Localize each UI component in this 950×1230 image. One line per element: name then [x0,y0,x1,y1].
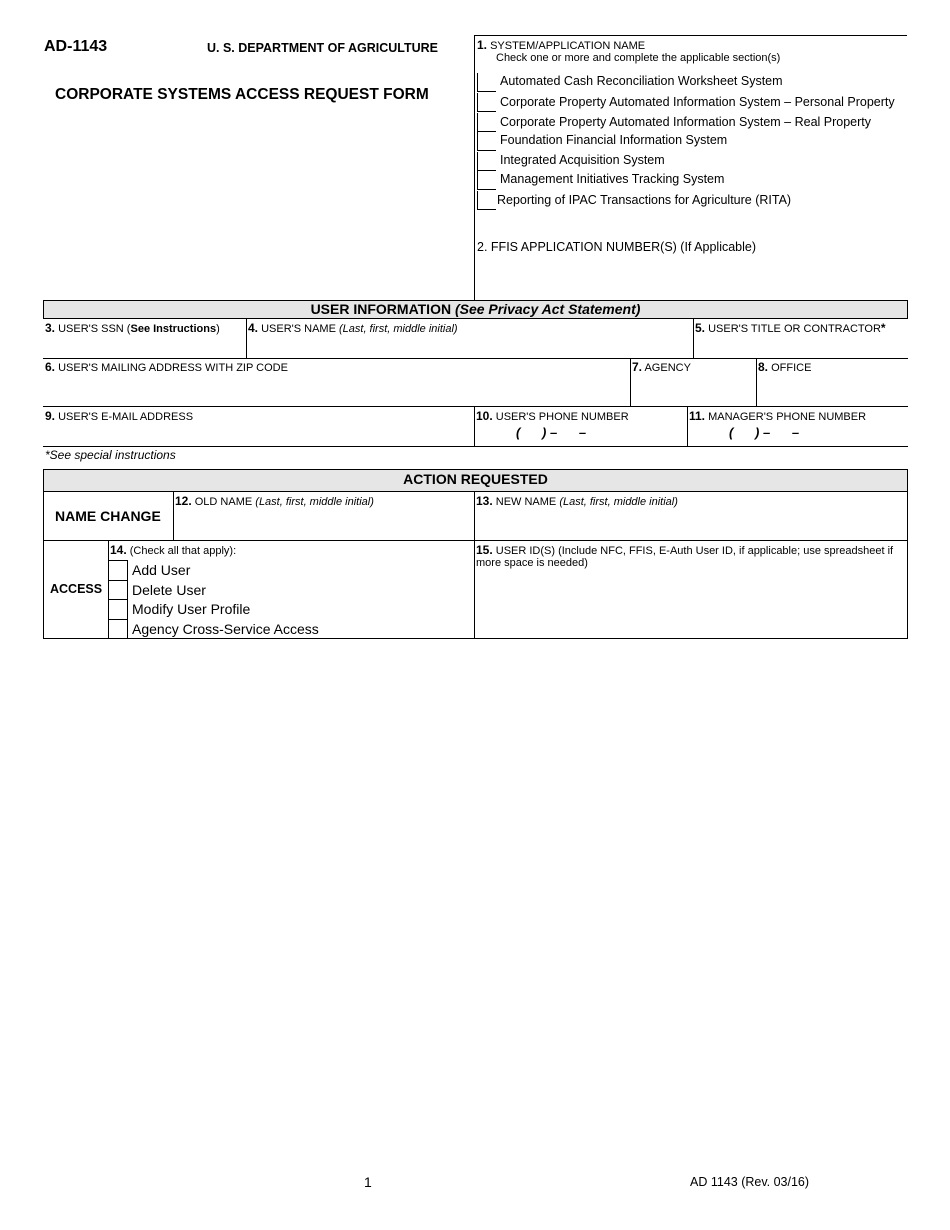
field4-number: 4. [248,321,259,335]
divider-10-11 [687,406,688,446]
field12-note: (Last, first, middle initial) [255,496,374,508]
field7-label [632,360,691,374]
field4-title: USER'S NAME [261,323,336,335]
field15-label [476,543,893,557]
field5-title: USER'S TITLE OR CONTRACTOR [708,323,881,335]
ffis-number-input[interactable] [476,258,906,298]
field2-number: 2. [477,240,488,254]
field15-number: 15. [476,543,493,557]
field7-number: 7. [632,360,643,374]
field12-title: OLD NAME [194,496,253,508]
field1-title: SYSTEM/APPLICATION NAME [490,40,646,52]
field13-note: (Last, first, middle initial) [559,496,678,508]
access-option-add-user: Add User [132,562,191,578]
action-right-border [907,492,908,638]
user-info-title: USER INFORMATION [310,301,452,317]
access-option-cross-service: Agency Cross-Service Access [132,621,319,637]
field9-number: 9. [45,409,56,423]
system-checkbox-4[interactable] [477,152,496,171]
action-requested-heading: ACTION REQUESTED [43,469,908,492]
new-name-input[interactable] [475,510,905,538]
field13-title: NEW NAME [495,496,557,508]
field6-label [45,360,288,374]
field3-label [45,321,220,335]
field3-title-post: ) [216,323,220,335]
form-id: AD-1143 [44,38,108,55]
access-checkbox-modify[interactable] [109,600,126,618]
system-option-5: Management Initiatives Tracking System [500,172,725,186]
special-instructions-note: *See special instructions [45,448,176,462]
field12-label [175,494,374,508]
field12-number: 12. [175,494,192,508]
email-input[interactable] [44,425,472,444]
system-checkbox-6[interactable] [477,191,496,210]
system-option-4: Integrated Acquisition System [500,153,665,167]
name-change-label: NAME CHANGE [55,508,161,524]
office-input[interactable] [757,376,906,404]
system-option-2: Corporate Property Automated Information System – Real Property [500,115,872,129]
field5-label [695,321,886,335]
field8-title: OFFICE [771,362,812,374]
field4-label [248,321,458,335]
field11-label [689,409,866,423]
field3-title-pre: USER'S SSN ( [58,323,131,335]
system-checkbox-3[interactable] [477,132,496,151]
field6-number: 6. [45,360,56,374]
action-bottom-rule [43,638,908,639]
user-phone-input[interactable]: ( ) – – [516,425,587,440]
action-mid-rule [43,540,908,541]
user-info-heading [43,300,908,319]
field4-note: (Last, first, middle initial) [338,323,458,335]
form-revision: AD 1143 (Rev. 03/16) [690,1175,810,1189]
manager-phone-input[interactable]: ( ) – – [729,425,800,440]
system-checkbox-2[interactable] [477,113,496,132]
access-checkbox-column [127,560,128,638]
field14-number: 14. [110,543,127,557]
field14-title: (Check all that apply): [129,545,237,557]
field15-title: USER ID(S) (Include NFC, FFIS, E-Auth User ID, if applicable; use spreadsheet if [495,545,894,557]
field10-number: 10. [476,409,493,423]
access-checkbox-add[interactable] [109,561,126,579]
department-name: U. S. DEPARTMENT OF AGRICULTURE [207,41,439,55]
system-option-3: Foundation Financial Information System [500,133,728,147]
section1-top-rule [474,35,907,36]
field15-label-cont: more space is needed) [476,557,588,569]
field1-number: 1. [477,38,488,52]
agency-input[interactable] [631,376,754,404]
form-title: CORPORATE SYSTEMS ACCESS REQUEST FORM [55,86,429,103]
user-ids-input[interactable] [475,572,905,636]
title-contractor-input[interactable] [694,337,906,357]
header-divider [474,35,475,300]
old-name-input[interactable] [174,510,472,538]
field7-title: AGENCY [644,362,691,374]
privacy-act-note: (See Privacy Act Statement) [454,301,641,317]
field3-number: 3. [45,321,56,335]
field1-instruction: Check one or more and complete the applicable section(s) [496,52,781,64]
field1-label [477,38,645,52]
access-option-modify-profile: Modify User Profile [132,601,251,617]
system-option-0: Automated Cash Reconciliation Worksheet System [500,74,783,88]
divider-9-10 [474,406,475,446]
system-checkbox-5[interactable] [477,171,496,190]
system-option-6: Reporting of IPAC Transactions for Agriculture (RITA) [497,193,792,207]
access-checkbox-delete[interactable] [109,581,126,598]
field11-title: MANAGER'S PHONE NUMBER [708,411,867,423]
field2-title: FFIS APPLICATION NUMBER(S) (If Applicable) [490,240,757,254]
field2-label [477,240,756,254]
field8-label [758,360,811,374]
field13-number: 13. [476,494,493,508]
access-label: ACCESS [50,582,103,596]
field10-label [476,409,629,423]
field6-title: USER'S MAILING ADDRESS WITH ZIP CODE [58,362,288,374]
mailing-address-input[interactable] [44,376,628,404]
system-option-1: Corporate Property Automated Information System – Personal Property [500,95,895,109]
user-name-input[interactable] [247,337,691,357]
action-left-border [43,492,44,638]
access-checkbox-cross-service[interactable] [109,620,126,637]
field9-label [45,409,193,423]
field8-number: 8. [758,360,769,374]
row3-bottom-rule [43,446,908,447]
system-checkbox-1[interactable] [477,93,496,112]
field9-title: USER'S E-MAIL ADDRESS [58,411,194,423]
field14-label [110,543,236,557]
page-number: 1 [364,1174,372,1190]
access-option-delete-user: Delete User [132,582,206,598]
row2-bottom-rule [43,406,908,407]
field10-title: USER'S PHONE NUMBER [495,411,629,423]
ssn-input[interactable] [44,337,244,357]
field5-number: 5. [695,321,706,335]
field3-title-bold: See Instructions [130,323,217,335]
field5-asterisk: * [880,321,886,335]
system-checkbox-0[interactable] [477,73,496,92]
row1-bottom-rule [43,358,908,359]
field13-label [476,494,678,508]
field11-number: 11. [689,409,706,423]
